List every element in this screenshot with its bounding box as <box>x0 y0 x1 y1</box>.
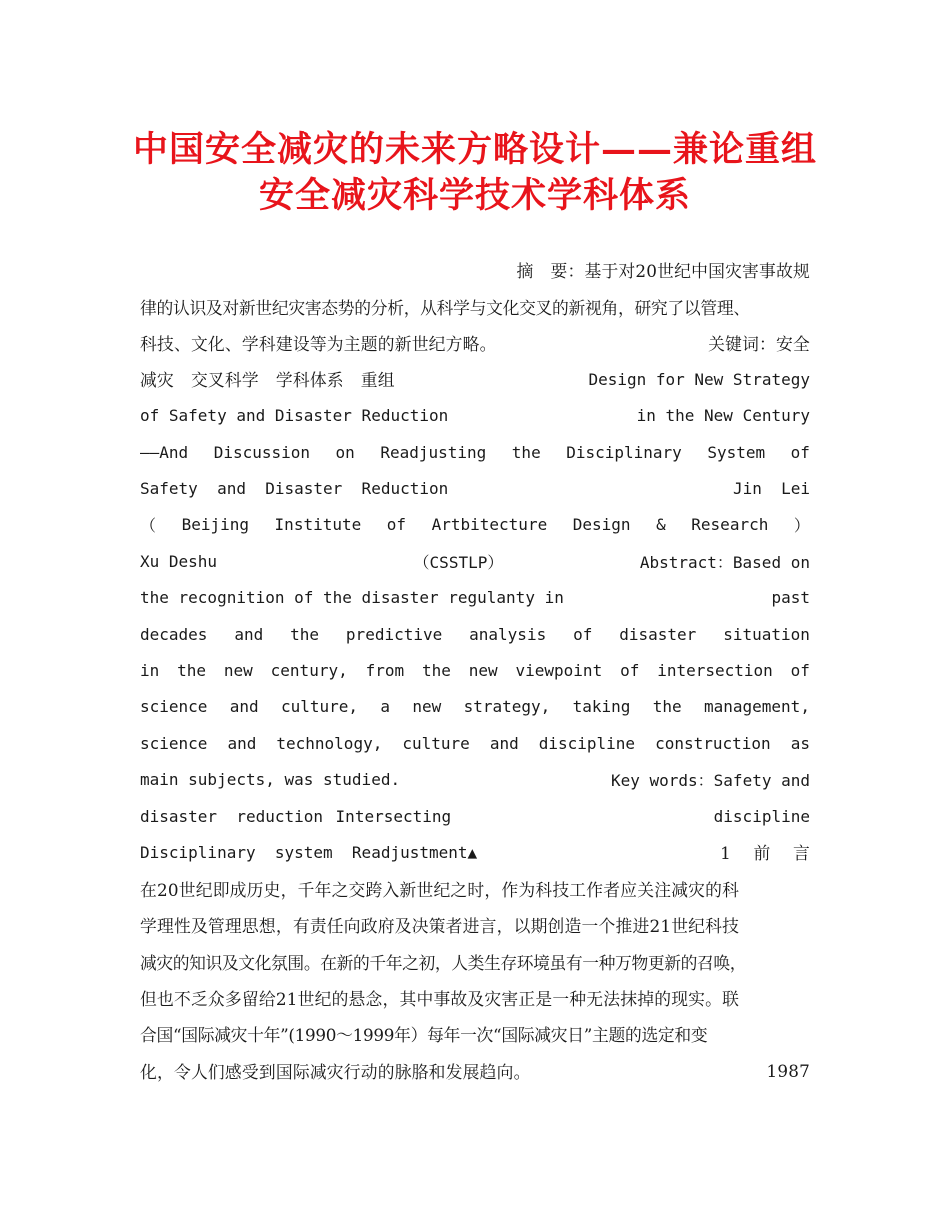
abstract-en-line-5 <box>140 725 810 761</box>
abstract-en-line-4 <box>140 689 810 725</box>
affiliation-line <box>140 507 810 543</box>
word: Institute <box>274 515 362 535</box>
en-subtitle-end-author <box>140 470 810 506</box>
word: Artbitecture <box>431 515 548 535</box>
abstract-cn-start: 摘 要：基于对20世纪中国灾害事故规 <box>516 261 810 282</box>
word: construction <box>655 733 771 753</box>
author-1: Jin Lei <box>732 479 810 499</box>
word: and <box>227 733 257 753</box>
word: situation <box>723 624 810 644</box>
word: a <box>380 697 391 717</box>
word: the <box>177 660 207 680</box>
keywords-line <box>140 361 810 397</box>
word: science <box>140 733 208 753</box>
word: ） <box>793 516 810 536</box>
word: discipline <box>538 733 636 753</box>
word: and <box>234 624 264 644</box>
word: as <box>790 733 810 753</box>
abstract-en-end: main subjects, was studied. <box>140 770 401 790</box>
word: decades <box>140 624 208 644</box>
abstract-line-3 <box>140 325 810 361</box>
word: intersection <box>657 660 773 680</box>
word: predictive <box>345 624 443 644</box>
word: Readjusting <box>380 442 487 462</box>
word: and <box>489 733 519 753</box>
paragraph-line <box>140 1016 810 1052</box>
word: the <box>511 442 541 462</box>
paragraph-year: 1987 <box>766 1060 810 1081</box>
paragraph-line <box>140 980 810 1016</box>
word: and <box>229 697 259 717</box>
word: viewpoint <box>515 660 603 680</box>
keywords-en-label: Key words：Safety and <box>610 771 810 791</box>
word: Research <box>691 515 769 535</box>
en-title-line-2 <box>140 398 810 434</box>
word: management, <box>703 697 810 717</box>
word: century, <box>270 660 348 680</box>
paragraph-line <box>140 907 810 943</box>
abstract-en-text: the recognition of the disaster regulanty in <box>140 588 564 608</box>
abstract-en-line-3 <box>140 652 810 688</box>
paragraph-line <box>140 943 810 979</box>
abstract-en-line-1 <box>140 580 810 616</box>
keyword-en: discipline <box>713 806 810 826</box>
abstract-en-text: past <box>771 588 810 608</box>
paragraph-text: 在20世纪即成历史，千年之交跨入新世纪之时，作为科技工作者应关注减灾的科 <box>140 879 740 900</box>
author-2-line <box>140 543 810 579</box>
word: System <box>707 442 766 462</box>
word: & <box>656 515 666 535</box>
word: ——And <box>140 442 189 462</box>
section-heading-intro: 1 前 言 <box>720 843 810 864</box>
word: analysis <box>469 624 547 644</box>
word: the <box>421 660 451 680</box>
word: culture <box>402 733 470 753</box>
word: new <box>223 660 253 680</box>
word: culture, <box>281 697 359 717</box>
word: Design <box>572 515 631 535</box>
en-subtitle-end: Safety and Disaster Reduction <box>140 479 449 499</box>
paragraph-text: 学理性及管理思想，有责任向政府及决策者进言，以期创造一个推进21世纪科技 <box>140 916 740 937</box>
en-subtitle-line <box>140 434 810 470</box>
en-title-part-2: of Safety and Disaster Reduction <box>140 406 449 426</box>
word: of <box>386 515 407 535</box>
paragraph-line-last <box>140 1053 810 1089</box>
word: strategy, <box>463 697 551 717</box>
abstract-en-line-2 <box>140 616 810 652</box>
word: technology, <box>276 733 383 753</box>
abstract-cn-end: 科技、文化、学科建设等为主题的新世纪方略。 <box>140 333 497 354</box>
word: Disciplinary <box>566 442 682 462</box>
word: new <box>468 660 498 680</box>
en-title-part-1: Design for New Strategy <box>588 369 810 389</box>
word: of <box>620 660 640 680</box>
word: of <box>790 660 810 680</box>
keywords-label: 关键词：安全 <box>708 333 810 354</box>
paragraph-text: 但也不乏众多留给21世纪的悬念，其中事故及灾害正是一种无法抹掉的现实。联 <box>140 989 740 1009</box>
word: on <box>335 442 355 462</box>
en-title-part-3: in the New Century <box>636 406 810 426</box>
document-title-line-2: 安全减灾科学技术学科体系 <box>258 175 691 216</box>
paragraph-text: 化，令人们感受到国际减灾行动的脉胳和发展趋向。 <box>140 1061 531 1082</box>
word: Discussion <box>213 442 311 462</box>
paragraph-line <box>140 871 810 907</box>
word: in <box>140 660 160 680</box>
word: the <box>652 697 682 717</box>
word: Beijing <box>181 515 249 535</box>
keywords-cn: 减灾 交叉科学 学科体系 重组 <box>140 370 395 391</box>
word: from <box>365 660 405 680</box>
word: （ <box>140 516 157 536</box>
keywords-end-section-heading <box>140 834 810 870</box>
abstract-line-1 <box>140 252 810 288</box>
document-body <box>140 252 810 1089</box>
abstract-en-label: Abstract：Based on <box>639 552 810 572</box>
author-2-affiliation: （CSSTLP） <box>413 552 504 572</box>
word: disaster <box>619 624 697 644</box>
word: new <box>412 697 442 717</box>
word: of <box>790 442 810 462</box>
paragraph-text: 减灾的知识及文化氛围。在新的千年之初，人类生存环境虽有一种万物更新的召唤， <box>140 952 747 973</box>
word: taking <box>572 697 631 717</box>
document-title-line-1: 中国安全减灾的未来方略设计——兼论重组 <box>132 129 817 170</box>
keyword-en: disaster reduction <box>140 806 324 826</box>
keyword-en-end: Disciplinary system Readjustment▲ <box>140 842 478 862</box>
abstract-en-line-6 <box>140 761 810 797</box>
word: the <box>290 624 320 644</box>
word: science <box>140 697 208 717</box>
keywords-en-line <box>140 798 810 834</box>
author-2: Xu Deshu <box>140 551 218 571</box>
abstract-cn-text: 律的认识及对新世纪灾害态势的分析，从科学与文化交叉的新视角，研究了以管理、 <box>140 297 750 318</box>
abstract-line-2 <box>140 288 810 324</box>
word: of <box>573 624 593 644</box>
keyword-en: Intersecting <box>335 806 452 826</box>
paragraph-text: 合国“国际减灾十年”(1990～1999年）每年一次“国际减灾日”主题的选定和变 <box>140 1025 708 1046</box>
